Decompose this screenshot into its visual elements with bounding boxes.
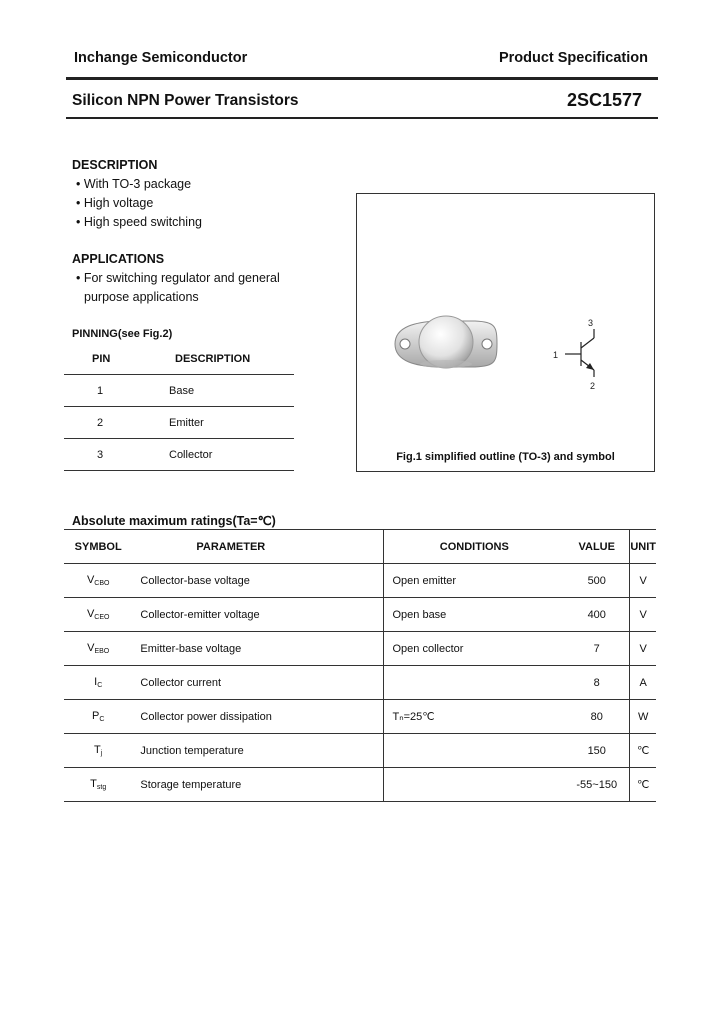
unit-cell: ℃ (630, 768, 656, 802)
conditions-cell: Open base (384, 598, 564, 632)
parameter-cell: Junction temperature (132, 734, 384, 768)
pin-number: 2 (64, 407, 169, 439)
ratings-heading: Absolute maximum ratings(Ta=℃) (72, 514, 276, 528)
unit-cell: W (630, 700, 656, 734)
conditions-cell: Open emitter (384, 564, 564, 598)
unit-cell: V (630, 598, 656, 632)
applications-heading: APPLICATIONS (72, 252, 165, 266)
header-rule (66, 77, 658, 80)
table-row (64, 407, 294, 439)
company-name: Inchange Semiconductor (74, 50, 248, 66)
symbol-cell: $V_{CEO}$ (64, 598, 132, 632)
parameter-cell: Emitter-base voltage (132, 632, 384, 666)
table-row (64, 439, 294, 471)
parameter-cell: Storage temperature (132, 768, 384, 802)
table-row (64, 768, 656, 802)
symbol-pin-collector-label: 3 (588, 318, 594, 328)
conditions-cell (384, 734, 564, 768)
unit-cell: V (630, 564, 656, 598)
description-heading: DESCRIPTION (72, 158, 158, 172)
unit-cell: ℃ (630, 734, 656, 768)
table-row (64, 375, 294, 407)
description-item: • With TO-3 package (76, 177, 192, 191)
applications-item-continued: purpose applications (84, 290, 199, 304)
conditions-cell: Tₙ=25℃ (384, 700, 564, 734)
table-row (64, 666, 656, 700)
symbol-pin-base-label: 1 (553, 350, 559, 360)
conditions-cell (384, 768, 564, 802)
parameter-cell: Collector power dissipation (132, 700, 384, 734)
product-line: Silicon NPN Power Transistors (72, 92, 299, 109)
figure-drawing (357, 194, 654, 471)
symbol-cell: $V_{EBO}$ (64, 632, 132, 666)
pin-description: Base (169, 375, 294, 407)
spec-type: Product Specification (498, 50, 648, 66)
pinning-heading: PINNING(see Fig.2) (72, 328, 173, 340)
table-row (64, 734, 656, 768)
parameter-cell: Collector current (132, 666, 384, 700)
value-cell: 500 (564, 564, 630, 598)
unit-cell: A (630, 666, 656, 700)
pin-description: Collector (169, 439, 294, 471)
table-row (64, 564, 656, 598)
value-column-header: VALUE (564, 530, 630, 564)
conditions-column-header: CONDITIONS (384, 530, 564, 564)
table-row (64, 632, 656, 666)
description-item: • High speed switching (76, 215, 202, 229)
conditions-cell (384, 666, 564, 700)
pin-column-header: PIN (64, 344, 169, 375)
value-cell: 150 (564, 734, 630, 768)
pin-description-column-header: DESCRIPTION (169, 344, 294, 375)
value-cell: 7 (564, 632, 630, 666)
symbol-pin-emitter-label: 2 (590, 381, 596, 391)
symbol-cell: $V_{CBO}$ (64, 564, 132, 598)
symbol-cell: $P_C$ (64, 700, 132, 734)
part-number: 2SC1577 (566, 90, 642, 110)
npn-transistor-symbol (565, 329, 594, 377)
ratings-table (64, 529, 656, 802)
pin-description: Emitter (169, 407, 294, 439)
symbol-cell: $I_C$ (64, 666, 132, 700)
to3-package-image (395, 316, 497, 368)
value-cell: 400 (564, 598, 630, 632)
table-row (64, 598, 656, 632)
symbol-cell: $T_{stg}$ (64, 768, 132, 802)
value-cell: 8 (564, 666, 630, 700)
symbol-column-header: SYMBOL (64, 530, 132, 564)
title-rule (66, 117, 658, 119)
figure-caption: Fig.1 simplified outline (TO-3) and symbol (396, 451, 615, 463)
unit-cell: V (630, 632, 656, 666)
symbol-cell: $T_j$ (64, 734, 132, 768)
conditions-cell: Open collector (384, 632, 564, 666)
pin-number: 3 (64, 439, 169, 471)
description-item: • High voltage (76, 196, 154, 210)
value-cell: -55~150 (564, 768, 630, 802)
value-cell: 80 (564, 700, 630, 734)
parameter-column-header: PARAMETER (132, 530, 384, 564)
pin-number: 1 (64, 375, 169, 407)
pinning-table (64, 344, 294, 471)
parameter-cell: Collector-emitter voltage (132, 598, 384, 632)
parameter-cell: Collector-base voltage (132, 564, 384, 598)
table-row (64, 700, 656, 734)
applications-item: • For switching regulator and general (76, 271, 280, 285)
unit-column-header: UNIT (630, 530, 656, 564)
figure-box (356, 193, 655, 472)
